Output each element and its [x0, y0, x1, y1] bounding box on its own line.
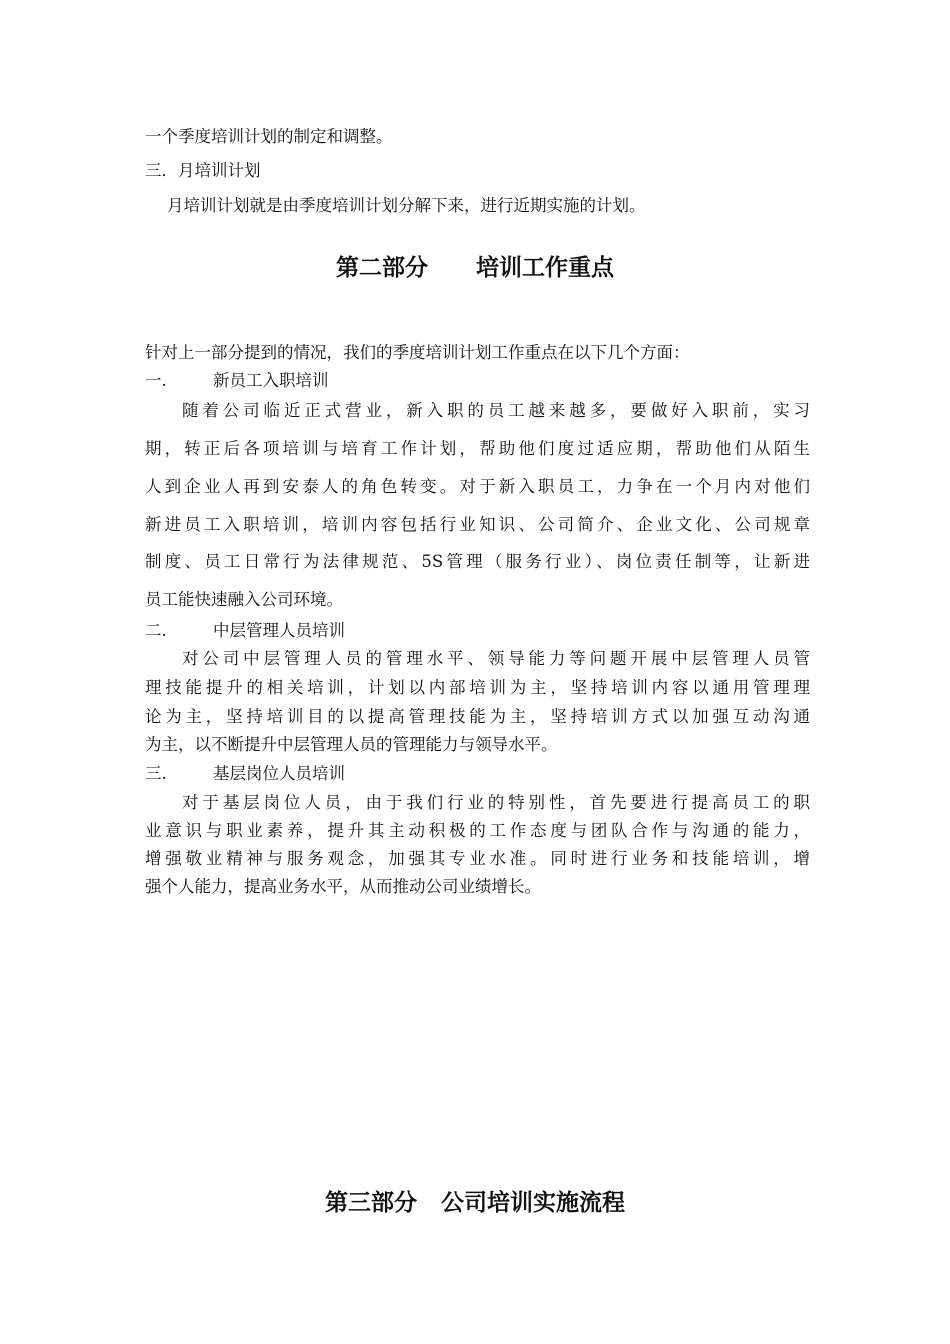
- paragraph-line: 对于基层岗位人员，由于我们行业的特别性，首先要进行提高员工的职: [182, 793, 810, 812]
- paragraph-line: 业意识与职业素养，提升其主动积极的工作态度与团队合作与沟通的能力，: [145, 821, 810, 840]
- paragraph-line: 强个人能力，提高业务水平，从而推动公司业绩增长。: [145, 877, 541, 896]
- item-heading: [145, 620, 810, 642]
- paragraph-line: 为主，以不断提升中层管理人员的管理能力与领导水平。: [145, 735, 558, 754]
- item-number: 三.: [145, 764, 167, 783]
- intro-line: 针对上一部分提到的情况，我们的季度培训计划工作重点在以下几个方面：: [145, 343, 690, 362]
- item-heading: [145, 763, 810, 785]
- paragraph-line: 增强敬业精神与服务观念，加强其专业水准。同时进行业务和技能培训，增: [145, 849, 810, 868]
- item-heading: [145, 370, 810, 392]
- item-title: 基层岗位人员培训: [213, 764, 345, 783]
- item-number: 一.: [145, 371, 167, 390]
- paragraph-line: 新进员工入职培训，培训内容包括行业知识、公司简介、企业文化、公司规章: [145, 515, 810, 534]
- section-title-text: 培训工作重点: [476, 255, 615, 281]
- paragraph-line: 一个季度培训计划的制定和调整。: [145, 127, 393, 146]
- section-number: 第二部分: [335, 255, 428, 281]
- paragraph-line: 随着公司临近正式营业，新入职的员工越来越多，要做好入职前，实习: [182, 401, 810, 420]
- section-number: 第三部分: [324, 1190, 417, 1216]
- section-title-text: 公司培训实施流程: [441, 1190, 626, 1216]
- section-title: [0, 253, 950, 283]
- paragraph-line: 月培训计划就是由季度培训计划分解下来，进行近期实施的计划。: [167, 196, 646, 215]
- item-title: 中层管理人员培训: [213, 621, 345, 640]
- item-number: 二.: [145, 621, 167, 640]
- paragraph-line: 人到企业人再到安泰人的角色转变。对于新入职员工，力争在一个月内对他们: [145, 477, 810, 496]
- item-title: 新员工入职培训: [213, 371, 329, 390]
- paragraph-line: 期，转正后各项培训与培育工作计划，帮助他们度过适应期，帮助他们从陌生: [145, 439, 810, 458]
- paragraph-line: 理技能提升的相关培训，计划以内部培训为主，坚持培训内容以通用管理理: [145, 678, 810, 697]
- paragraph-line: 对公司中层管理人员的管理水平、领导能力等问题开展中层管理人员管: [182, 649, 810, 668]
- paragraph-line: 论为主，坚持培训目的以提高管理技能为主，坚持培训方式以加强互动沟通: [145, 707, 810, 726]
- item-heading: 三．月培训计划: [145, 161, 261, 180]
- paragraph-line: 制度、员工日常行为法律规范、5S管理（服务行业）、岗位责任制等，让新进: [145, 552, 810, 571]
- paragraph-line: 员工能快速融入公司环境。: [145, 590, 343, 609]
- section-title: [0, 1188, 950, 1218]
